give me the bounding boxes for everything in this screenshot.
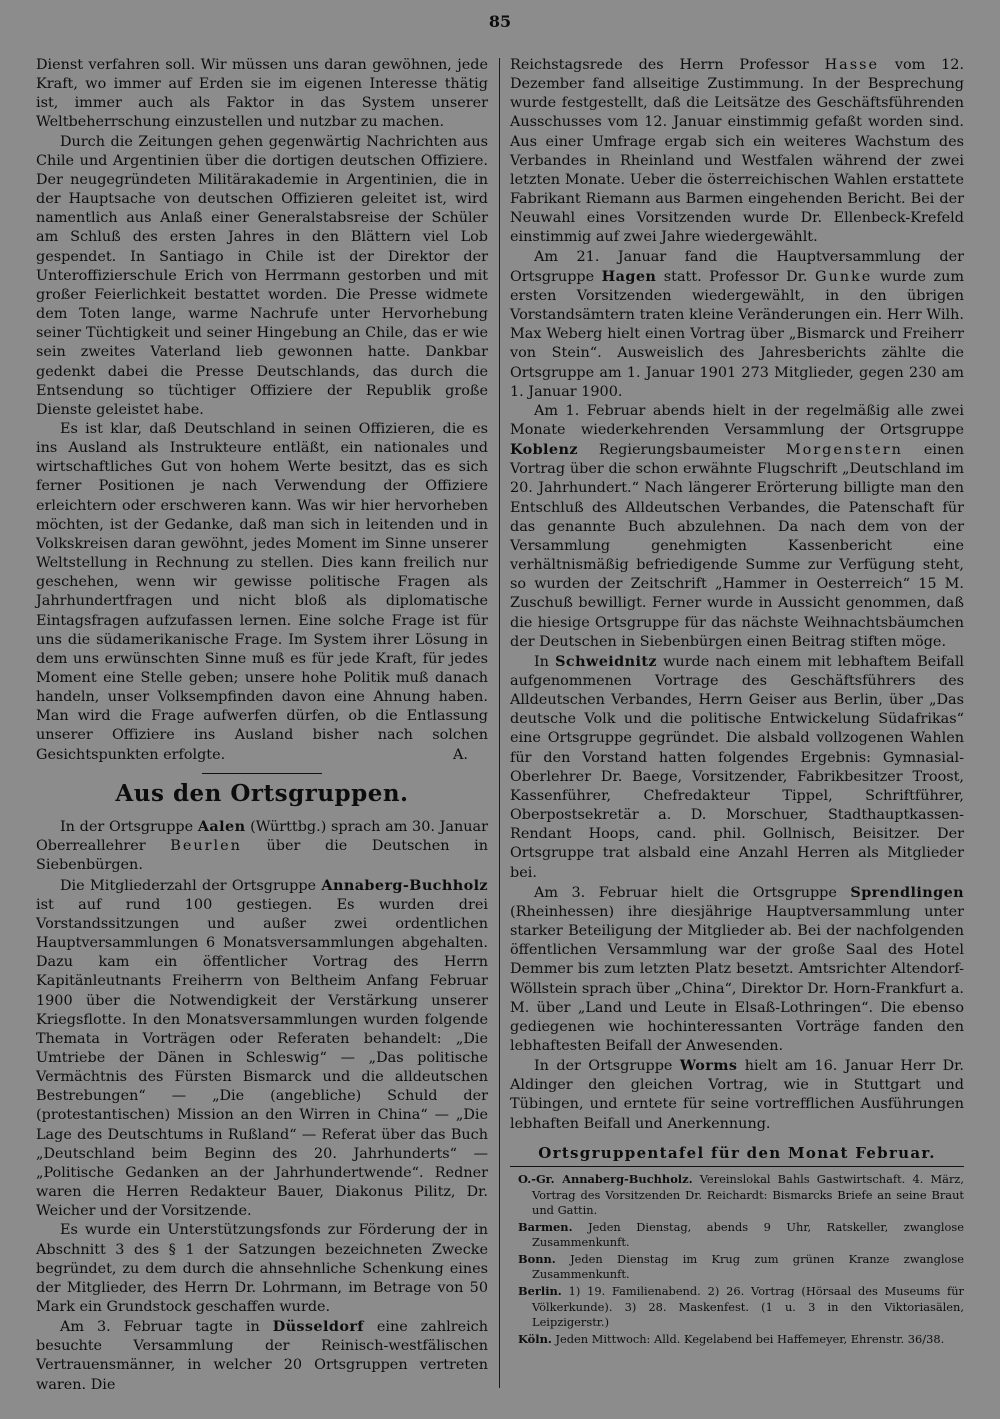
list-item [510, 1220, 964, 1251]
entry-text: Jeden Dienstag, abends 9 Uhr, Ratskeller, zwanglose Zusammenkunft. [532, 1219, 964, 1250]
entry-place: Bonn. [518, 1251, 556, 1266]
place-name: Koblenz [510, 441, 578, 459]
entry-place: O.-Gr. Annaberg-Buchholz. [518, 1171, 693, 1186]
section-divider [202, 773, 322, 774]
column-divider [499, 58, 500, 1388]
report-duesseldorf: Am 3. Februar tagte in Düsseldorf eine zahlreich besuchte Versammlung der Reinisch-westfälischen Vertrauensmänner, in welcher 20 Ortsgruppen vertreten waren. Die [36, 1318, 489, 1393]
page-number: 85 [488, 12, 512, 31]
entry-place: Berlin. [518, 1284, 562, 1299]
report-fonds: Es wurde ein Unterstützungsfonds zur Förderung der in Abschnitt 3 des § 1 der Satzungen bezeichneten Zwecke begründet, zu dem durch die ahnsehnliche Schenkung eines der Mitglieder, des Herrn Dr. Lohrmann, im Betrage von 50 Mark ein Grundstock geschaffen wurde. [36, 1222, 488, 1315]
article-paragraph: Es ist klar, daß Deutschland in seinen Offizieren, die es ins Ausland als Instrukteure entläßt, ein nationales und wirtschaftliches Gut von hohem Werte besitzt, das es sich ferner Positionen je nach Verwendung der Offiziere erleichtern oder erschweren kann. Was wir hier hervorheben möchten, ist der Gedanke, daß man sich in leitenden und in Volkskreisen daran gewöhnt, jedes Moment im Sinne unserer Weltstellung in Rechnung zu stellen. Dies kann freilich nur geschehen, wenn wir gewisse politische Fragen als Jahrhundertfragen und nicht bloß als diplomatische Eintagsfragen aufzufassen lernen. Eine solche Frage ist für uns die südamerikanische Frage. Im System ihrer Lösung in dem uns erwünschten Sinne muß es für jede Kraft, für jedes Moment eine Stelle geben; unsere hohe Politik muß danach handeln, unser Volksempfinden davon eine Ahnung haben. Man wird die Frage aufwerfen dürfen, ob die Entlassung unserer Offiziere ins Ausland bisher nach solchen Gesichtspunkten erfolgte. [36, 420, 488, 763]
person-name: Gunke [815, 268, 873, 285]
report-continued: Reichstagsrede des Herrn Professor Hasse vom 12. Dezember fand allseitige Zustimmung. In der Besprechung wurde festgestellt, daß die Leitsätze des Geschäftsführenden Ausschusses vom 12. Januar einstimmig gefaßt worden sind. Aus einer Umfrage ergab sich ein weiteres Wachstum des Verbandes in Rheinland und Westfalen während der zwei letzten Monate. Ueber die österreichischen Wahlen erstattete Fabrikant Riemann aus Barmen eingehenden Bericht. Bei der Neuwahl eines Vorsitzenden wurde Dr. Ellenbeck-Krefeld einstimmig auf zwei Jahre wiedergewählt. [510, 57, 965, 246]
entry-text: Jeden Mittwoch: Alld. Kegelabend bei Haffemeyer, Ehrenstr. 36/38. [555, 1331, 945, 1346]
table-rule [510, 1166, 964, 1167]
entry-place: Köln. [518, 1331, 552, 1346]
entry-place: Barmen. [518, 1219, 573, 1234]
report-aalen: In der Ortsgruppe Aalen (Württbg.) sprach am 30. Januar Oberreallehrer Beurlen über die Deutschen in Siebenbürgen. [36, 818, 489, 874]
person-name: Morgenstern [785, 442, 903, 459]
place-name: Sprendlingen [850, 883, 965, 901]
report-sprendlingen: Am 3. Februar hielt die Ortsgruppe Sprendlingen (Rheinhessen) ihre diesjährige Hauptversammlung unter starker Beteiligung der Mitglieder ab. Bei der nachfolgenden öffentlichen Versammlung war der große Saal des Hotel Demmer bis zum letzten Platz besetzt. Amtsrichter Altendorf-Wöllstein sprach über „China“, Direktor Dr. Horn-Frankfurt a. M. über „Land und Leute in Elsaß-Lothringen“. Die ebenso gediegenen wie hochinteressanten Vorträge fanden den lebhaftesten Beifall der Anwesenden. [510, 883, 965, 1054]
entry-text: Jeden Dienstag im Krug zum grünen Kranze zwanglose Zusammenkunft. [532, 1251, 964, 1282]
left-column [36, 56, 488, 1395]
report-annaberg: Die Mitgliederzahl der Ortsgruppe Annaberg-Buchholz ist auf rund 100 gestiegen. Es wurden drei Vorstandssitzungen und außer zwei ordentlichen Hauptversammlungen 6 Monatsversammlungen abgehalten. Dazu kam ein öffentlicher Vortrag des Herrn Kapitänleutnants Freiherrn von Beltheim Anfang Februar 1900 über die Notwendigkeit der Verstärkung unserer Kriegsflotte. In den Monatsversammlungen wurden folgende Themata in Vorträgen oder Referaten behandelt: „Die Umtriebe der Dänen in Schleswig“ — „Das politische Vermächtnis des Fürsten Bismarck und die alldeutschen Bestrebungen“ — „Die (angebliche) Schuld der (protestantischen) Mission an den Wirren in China“ — „Die Lage des Deutschtums in Rußland“ — Referat über das Buch „Deutschland beim Beginn des 20. Jahrhunderts“ — „Politische Gedanken an der Jahrhundertwende“. Redner waren die Herren Redakteur Bauer, Diakonus Pilitz, Dr. Weicher und der Vorsitzende. [36, 876, 489, 1220]
article-paragraph: Dienst verfahren soll. Wir müssen uns daran gewöhnen, jede Kraft, wo immer auf Erden sie im eigenen Interesse thätig ist, immer auch als Faktor in das System unserer Weltbeherrschung einzustellen und nutzbar zu machen. [36, 57, 488, 131]
report-hagen: Am 21. Januar fand die Hauptversammlung der Ortsgruppe Hagen statt. Professor Dr. Gunke wurde zum ersten Vorsitzenden wiedergewählt, in den übrigen Vorstandsämtern traten kleine Veränderungen ein. Herr Wilh. Max Weberg hielt einen Vortrag über „Bismarck und Freiherr von Stein“. Ausweislich des Jahresberichts zählte die Ortsgruppe am 1. Januar 1901 273 Mitglieder, gegen 230 am 1. Januar 1900. [510, 248, 965, 400]
report-worms: In der Ortsgruppe Worms hielt am 16. Januar Herr Dr. Aldinger den gleichen Vortrag, wie in Stuttgart und Tübingen, und erntete für seine vortrefflichen Ausführungen lebhaften Beifall und Anerkennung. [510, 1057, 965, 1132]
entry-text: 1) 19. Familienabend. 2) 26. Vortrag (Hörsaal des Museums für Völkerkunde). 3) 28. Maskenfest. (1 u. 3 in den Viktoriasälen, Leipzigerstr.) [532, 1284, 965, 1330]
right-column [510, 56, 964, 1348]
report-schweidnitz: In Schweidnitz wurde nach einem mit lebhaftem Beifall aufgenommenen Vortrage des Geschäftsführers des Alldeutschen Verbandes, Herrn Geiser aus Berlin, über „Das deutsche Volk und die politische Entwickelung Südafrikas“ eine Ortsgruppe gegründet. Die alsbald vollzogenen Wahlen für den Vorstand hatten folgendes Ergebnis: Gymnasial-Oberlehrer Dr. Baege, Vorsitzender, Fabrikbesitzer Troost, Kassenführer, Chefredakteur Tippel, Schriftführer, Oberpostsekretär a. D. Morschuer, Stadthauptkassen-Rendant Hoops, cand. phil. Gollnisch, Beisitzer. Der Ortsgruppe trat alsbald eine Anzahl Herren als Mitglieder bei. [510, 652, 965, 881]
ortsgruppentafel-title: Ortsgruppentafel für den Monat Februar. [538, 1143, 936, 1162]
place-name: Worms [679, 1057, 738, 1075]
report-koblenz: Am 1. Februar abends hielt in der regelmäßig alle zwei Monate wiederkehrenden Versammlung der Ortsgruppe Koblenz Regierungsbaumeister Morgenstern einen Vortrag über die schon erwähnte Flugschrift „Deutschland im 20. Jahrhundert.“ Nach längerer Erörterung billigte man den Entschluß des Alldeutschen Verbandes, die Patenschaft für das genannte Buch abzulehnen. Da nach dem von der Versammlung genehmigten Kassenbericht eine verhältnismäßig befriedigende Summe zur Verfügung steht, so wurden der Zeitschrift „Hammer in Oesterreich“ 15 M. Zuschuß bewilligt. Ferner wurde in Aussicht genommen, daß die hiesige Ortsgruppe für das nächste Weihnachtsbäumchen der Deutschen in Siebenbürgen einen Beitrag stiften möge. [510, 402, 965, 650]
place-name: Düsseldorf [272, 1318, 364, 1336]
place-name: Aalen [197, 818, 246, 836]
entry-text: Vereinslokal Bahls Gastwirtschaft. 4. März, Vortrag des Vorsitzenden Dr. Reichardt: Bismarcks Briefe an seine Braut und Gattin. [532, 1171, 965, 1218]
person-name: Hasse [824, 57, 880, 73]
person-name: Beurlen [170, 838, 242, 855]
list-item [510, 1172, 964, 1219]
list-item [510, 1332, 964, 1348]
list-item [510, 1284, 964, 1331]
place-name: Annaberg-Buchholz [321, 876, 489, 894]
article-signature: A. [453, 746, 468, 763]
article-paragraph: Durch die Zeitungen gehen gegenwärtig Nachrichten aus Chile und Argentinien über die dortigen deutschen Offiziere. Der neugegründeten Militärakademie in Argentinien, die in der Hauptsache von deutschen Offizieren geleitet ist, wird namentlich aus Anlaß einer Generalstabsreise der Schüler am Schluß des ersten Jahres in den Blättern viel Lob gespendet. In Santiago in Chile ist der Direktor der Unteroffizierschule Erich von Herrmann gestorben und mit großer Feierlichkeit bestattet worden. Die Presse widmete dem Toten lange, warme Nachrufe unter Hervorhebung seiner Tüchtigkeit und seiner Hingebung an Chile, das er wie sein zweites Vaterland lieb gewonnen hatte. Dankbar gedenkt dabei die Presse Deutschlands, das durch die Entsendung so tüchtiger Offiziere der Republik große Dienste geleistet habe. [36, 133, 488, 418]
place-name: Hagen [601, 267, 657, 285]
section-heading: Aus den Ortsgruppen. [115, 779, 409, 807]
place-name: Schweidnitz [555, 652, 657, 670]
ortsgruppentafel-list [510, 1172, 964, 1348]
list-item [510, 1252, 964, 1283]
